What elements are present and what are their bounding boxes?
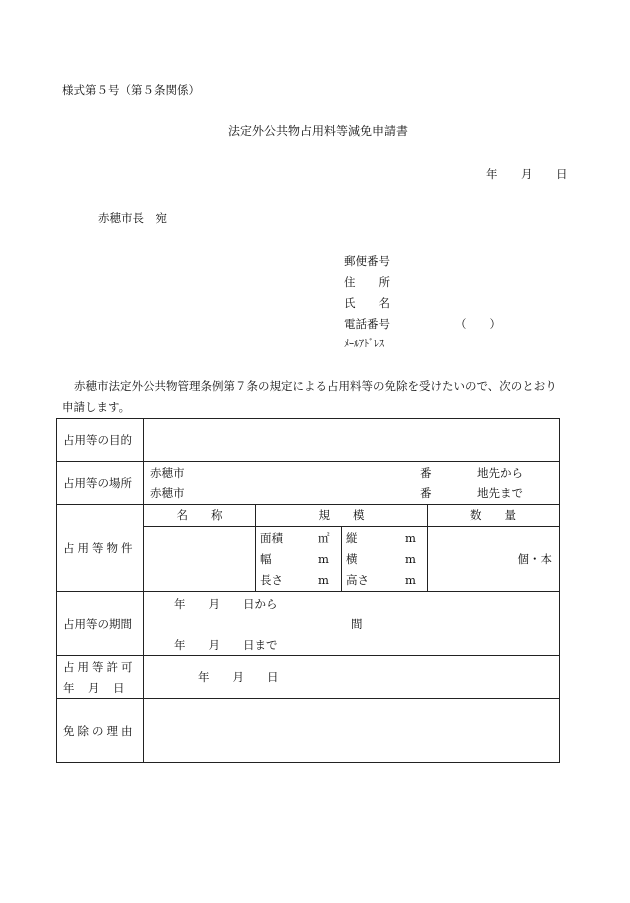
quantity-units: 個・本 — [517, 552, 552, 566]
object-body-row — [144, 527, 559, 591]
reason-field[interactable] — [144, 699, 560, 763]
name-label: 氏 名 — [344, 296, 390, 310]
addressee: 赤穂市長 宛 — [98, 211, 167, 225]
permit-label-line2: 年 月 日 — [63, 681, 126, 695]
object-header-row — [144, 505, 559, 527]
scale-left-col[interactable] — [256, 527, 342, 591]
horizontal-label: 横 — [346, 552, 358, 566]
purpose-row — [57, 419, 560, 462]
document-title: 法定外公共物占用料等減免申請書 — [228, 124, 409, 138]
date-year-label: 年 — [486, 167, 498, 181]
width-unit: m — [318, 552, 329, 566]
object-row — [57, 505, 560, 592]
permit-label — [57, 656, 144, 699]
location-city-2: 赤穂市 — [150, 486, 185, 500]
location-row — [57, 462, 560, 505]
length-label: 長さ — [260, 573, 283, 587]
permit-date: 年 月 日 — [198, 670, 279, 684]
horizontal-unit: m — [405, 552, 416, 566]
vertical-label: 縦 — [346, 531, 358, 545]
location-field[interactable] — [144, 462, 560, 505]
length-unit: m — [318, 573, 329, 587]
email-label: ﾒｰﾙｱﾄﾞﾚｽ — [344, 339, 384, 350]
scale-right-col[interactable] — [342, 527, 428, 591]
area-unit: ㎡ — [318, 531, 330, 545]
form-number: 様式第５号（第５条関係） — [62, 83, 200, 97]
object-name-field[interactable] — [144, 527, 256, 591]
col-qty-header: 数 量 — [470, 508, 516, 522]
col-scale-header: 規 模 — [256, 505, 428, 526]
postal-code-label: 郵便番号 — [344, 254, 390, 268]
area-label: 面積 — [260, 531, 283, 545]
purpose-label: 占用等の目的 — [57, 419, 144, 462]
width-label: 幅 — [260, 552, 272, 566]
date-day-label: 日 — [556, 167, 568, 181]
location-from: 地先から — [477, 466, 523, 480]
permit-row — [57, 656, 560, 699]
reason-label: 免除の理由 — [57, 699, 144, 763]
period-row — [57, 592, 560, 656]
col-name-header: 名 称 — [144, 505, 256, 526]
quantity-field[interactable] — [428, 527, 558, 591]
period-end: 年 月 日まで — [174, 638, 278, 652]
period-field[interactable] — [144, 592, 560, 656]
height-unit: m — [405, 573, 416, 587]
location-ban-2: 番 — [420, 486, 432, 500]
object-label: 占用等物件 — [57, 505, 144, 592]
object-detail — [144, 505, 560, 592]
phone-parens: （ ） — [455, 317, 501, 331]
period-start: 年 月 日から — [174, 597, 278, 611]
location-to: 地先まで — [477, 486, 523, 500]
location-city-1: 赤穂市 — [150, 466, 185, 480]
period-mid: 間 — [351, 617, 363, 631]
height-label: 高さ — [346, 573, 369, 587]
application-form-table — [56, 418, 560, 763]
location-label: 占用等の場所 — [57, 462, 144, 505]
permit-label-line1: 占用等許可 — [63, 660, 136, 674]
period-label: 占用等の期間 — [57, 592, 144, 656]
phone-label: 電話番号 — [344, 317, 390, 331]
permit-date-field[interactable] — [144, 656, 560, 699]
reason-row — [57, 699, 560, 763]
location-ban-1: 番 — [420, 466, 432, 480]
purpose-field[interactable] — [144, 419, 560, 462]
vertical-unit: m — [405, 531, 416, 545]
application-statement: 赤穂市法定外公共物管理条例第７条の規定による占用料等の免除を受けたいので、次のとおり申請します。 — [62, 379, 557, 414]
date-month-label: 月 — [521, 167, 533, 181]
address-label: 住 所 — [344, 275, 390, 289]
